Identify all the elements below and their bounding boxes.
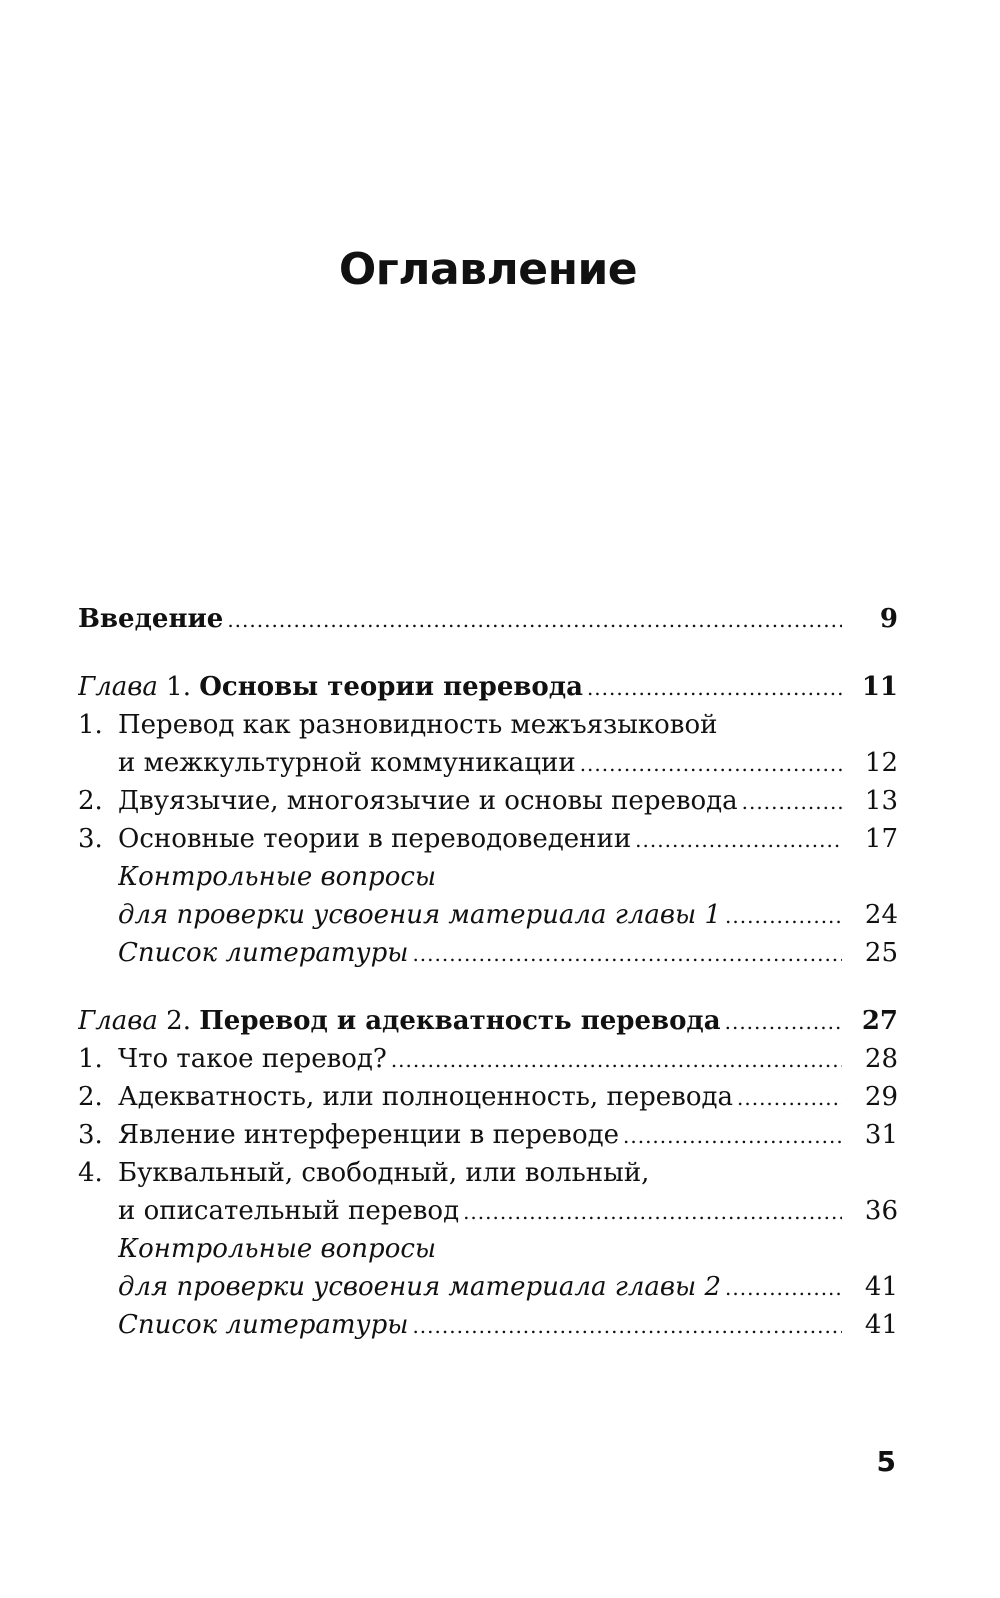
dot-leader [580,745,842,783]
toc-entry-label: Контрольные вопросы [118,862,437,892]
toc-entry-literature[interactable] [78,934,898,972]
toc-chapter-1-heading[interactable] [78,668,898,706]
chapter-title: Перевод и адекватность перевода [199,1006,721,1036]
dot-leader [725,897,842,935]
toc-page-number: 29 [864,1082,898,1112]
section-number: 1. [78,1044,103,1074]
toc-entry[interactable] [78,820,898,858]
toc-entry-label: Список литературы [118,938,409,968]
toc-chapter-2-heading[interactable] [78,1002,898,1040]
dot-leader [391,1041,842,1079]
toc-page-number: 12 [864,748,898,778]
toc-entry-continuation[interactable] [78,896,898,934]
section-number: 3. [78,824,103,854]
toc-page-number: 31 [864,1120,898,1150]
toc-entry[interactable] [78,782,898,820]
toc-entry[interactable] [78,706,898,744]
toc-page-number: 25 [864,938,898,968]
section-number: 2. [78,1082,103,1112]
dot-leader [227,601,842,639]
chapter-number: 1. [166,672,191,702]
page-title: Оглавление [338,244,638,295]
toc-entry-literature[interactable] [78,1306,898,1344]
toc-entry-label: Буквальный, свободный, или вольный, [118,1158,650,1188]
toc-entry[interactable] [78,1116,898,1154]
toc-entry-label: для проверки усвоения материала главы 2 [118,1272,722,1302]
toc-entry-label: Явление интерференции в переводе [118,1120,619,1150]
toc-entry-label: Введение [78,604,224,634]
toc-entry-label: Адекватность, или полноценность, перевода [118,1082,733,1112]
toc-entry-label: Контрольные вопросы [118,1234,437,1264]
toc-entry-label: Основные теории в переводоведении [118,824,632,854]
dot-leader [463,1193,842,1231]
toc-page-number: 41 [864,1272,898,1302]
dot-leader [412,935,842,973]
dot-leader [412,1307,842,1345]
toc-entry-continuation[interactable] [78,1268,898,1306]
dot-leader [737,1079,842,1117]
toc-page-number: 41 [864,1310,898,1340]
toc-entry[interactable] [78,1040,898,1078]
toc-entry[interactable] [78,1154,898,1192]
toc-entry-introduction[interactable] [78,600,898,638]
section-number: 3. [78,1120,103,1150]
dot-leader [742,783,842,821]
dot-leader [587,669,842,707]
toc-entry-label: Перевод как разновидность межъязыковой [118,710,718,740]
toc-entry-label: и описательный перевод [118,1196,460,1226]
section-number: 1. [78,710,103,740]
section-number: 4. [78,1158,103,1188]
toc-entry-label: Список литературы [118,1310,409,1340]
dot-leader [623,1117,842,1155]
toc-page-number: 24 [864,900,898,930]
toc-entry-label: Двуязычие, многоязычие и основы перевода [118,786,738,816]
dot-leader [635,821,842,859]
chapter-prefix: Глава [78,1006,158,1036]
toc-page-number: 11 [861,672,898,702]
section-number: 2. [78,786,103,816]
toc-entry-continuation[interactable] [78,1192,898,1230]
toc-entry-label: Что такое перевод? [118,1044,387,1074]
table-of-contents [78,600,898,1344]
chapter-prefix: Глава [78,672,158,702]
toc-entry-questions[interactable] [78,1230,898,1268]
chapter-title: Основы теории перевода [199,672,583,702]
toc-page-number: 36 [864,1196,898,1226]
chapter-number: 2. [166,1006,191,1036]
page-number: 5 [876,1445,896,1478]
toc-page-number: 9 [879,604,898,634]
toc-page-number: 28 [864,1044,898,1074]
toc-page-number: 13 [864,786,898,816]
toc-entry-label: и межкультурной коммуникации [118,748,576,778]
toc-entry-continuation[interactable] [78,744,898,782]
toc-page-number: 27 [861,1006,898,1036]
toc-entry-questions[interactable] [78,858,898,896]
toc-entry-label: для проверки усвоения материала главы 1 [118,900,722,930]
dot-leader [725,1003,842,1041]
dot-leader [725,1269,842,1307]
toc-entry[interactable] [78,1078,898,1116]
toc-page-number: 17 [864,824,898,854]
